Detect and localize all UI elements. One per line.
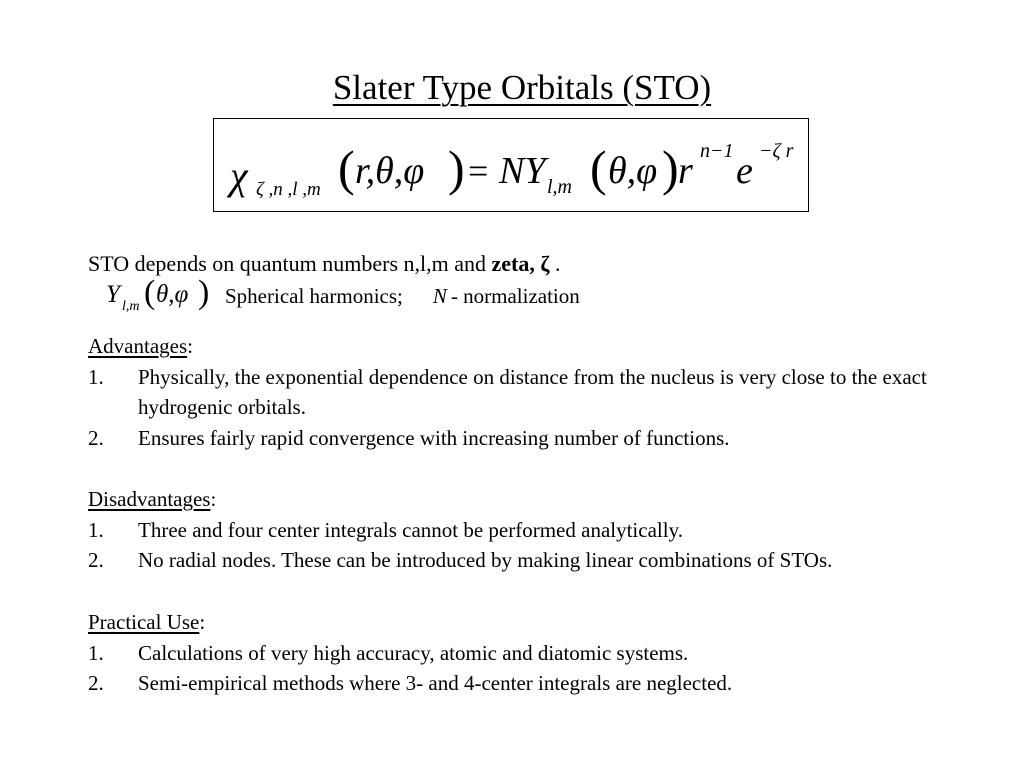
chi-symbol: χ (230, 153, 248, 198)
item-text: Calculations of very high accuracy, atomic and diatomic systems. (138, 640, 689, 665)
close-paren: ) (448, 140, 465, 196)
r-symbol: r (678, 150, 693, 192)
practical-use-title: Practical Use (88, 610, 200, 634)
ny-symbol: NY (499, 150, 546, 192)
disadvantages-section (88, 484, 988, 576)
advantages-section (88, 331, 988, 453)
page-title: Slater Type Orbitals (STO) (332, 68, 712, 107)
list-item (88, 545, 988, 576)
item-text: Physically, the exponential dependence on distance from the nucleus is very close to the exact hydrogenic orbitals. (138, 364, 927, 419)
item-number: 2. (88, 425, 104, 450)
lhs-arguments: r,θ,φ (355, 150, 425, 192)
practical-use-colon: : (199, 610, 206, 634)
disadvantages-heading (88, 484, 988, 515)
intro-period: . (549, 251, 561, 276)
equals-sign: = (468, 151, 489, 191)
practical-use-section (88, 607, 988, 699)
open-paren: ( (338, 140, 355, 196)
item-text: Semi-empirical methods where 3- and 4-center integrals are neglected. (138, 671, 733, 695)
item-number: 2. (88, 671, 104, 695)
intro-text: STO depends on quantum numbers n,l,m and (88, 251, 492, 276)
rhs-arguments: θ,φ (608, 150, 658, 192)
item-text: No radial nodes. These can be introduced by making linear combinations of STOs. (138, 548, 833, 572)
list-item (88, 362, 988, 423)
n-symbol: N (432, 284, 447, 308)
disadvantages-colon: : (210, 487, 217, 511)
ylm-description (225, 283, 580, 309)
item-text: Three and four center integrals cannot be performed analytically. (138, 517, 683, 542)
e-exponent: −ζ r (759, 140, 794, 162)
ylm-sub: l,m (122, 299, 140, 314)
advantages-heading (88, 331, 988, 362)
ylm-close-paren: ) (198, 274, 210, 311)
spherical-harmonic-symbol (104, 274, 224, 316)
sto-equation (214, 119, 810, 213)
list-item (88, 638, 988, 669)
close-paren-2: ) (662, 140, 679, 196)
ylm-y: Y (106, 281, 120, 308)
normalization-label: - normalization (450, 284, 580, 308)
list-item (88, 515, 988, 546)
zeta-label: zeta, ζ (491, 251, 550, 276)
chi-subscript: ζ ,n ,l ,m (256, 179, 321, 200)
e-symbol: e (736, 150, 753, 192)
item-number: 1. (88, 364, 104, 389)
item-text: Ensures fairly rapid convergence with increasing number of functions. (138, 425, 730, 450)
item-number: 2. (88, 548, 104, 572)
advantages-title: Advantages (88, 334, 188, 358)
advantages-colon: : (187, 334, 193, 358)
r-exponent: n−1 (700, 140, 734, 162)
item-number: 1. (88, 517, 104, 542)
list-item (88, 423, 988, 454)
ylm-args: θ,φ (156, 281, 189, 308)
practical-use-heading (88, 607, 988, 638)
item-number: 1. (88, 640, 104, 665)
open-paren-2: ( (590, 140, 607, 196)
ylm-open-paren: ( (144, 274, 156, 311)
spherical-harmonics-label: Spherical harmonics; (225, 284, 403, 308)
sto-equation-box (213, 118, 809, 212)
disadvantages-title: Disadvantages (88, 487, 211, 511)
ylm-subscript: l,m (547, 176, 572, 198)
list-item (88, 668, 988, 699)
